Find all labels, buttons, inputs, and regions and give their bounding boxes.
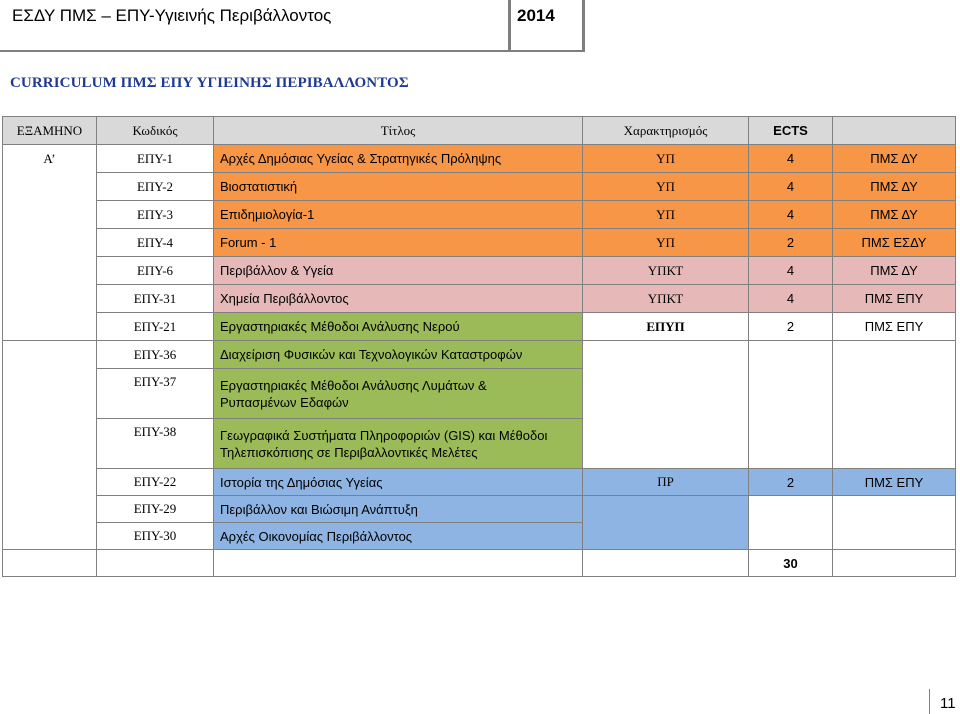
course-type: ΥΠ [583,229,749,257]
table-row [3,229,956,257]
header-title: ΕΣΔΥ ΠΜΣ – ΕΠΥ-Υγιεινής Περιβάλλοντος [12,6,332,25]
course-ects: 2 [749,229,833,257]
total-empty-cell [3,550,97,577]
course-title-line: Γεωγραφικά Συστήματα Πληροφοριών (GIS) και Μέθοδοι [220,427,548,443]
semester-cell-empty [3,341,97,550]
course-title: Περιβάλλον και Βιώσιμη Ανάπτυξη [214,496,583,523]
course-title: Forum - 1 [214,229,583,257]
course-title: Περιβάλλον & Υγεία [214,257,583,285]
page-number: 11 [940,695,956,712]
course-code: ΕΠΥ-31 [97,285,214,313]
course-type: ΠΡ [583,469,749,496]
total-empty-cell [97,550,214,577]
course-program: ΠΜΣ ΕΠΥ [833,469,956,496]
course-type: ΥΠΚΤ [583,285,749,313]
table-row [3,173,956,201]
course-code: ΕΠΥ-30 [97,523,214,550]
course-title [214,369,583,419]
course-code: ΕΠΥ-36 [97,341,214,369]
course-ects-empty [749,496,833,550]
course-title: Ιστορία της Δημόσιας Υγείας [214,469,583,496]
table-row [3,341,956,369]
header-title: Τίτλος [214,117,583,145]
table-row [3,201,956,229]
course-type: ΥΠΚΤ [583,257,749,285]
page-title: CURRICULUM ΠΜΣ ΕΠΥ ΥΓΙΕΙΝΗΣ ΠΕΡΙΒΑΛΛΟΝΤΟΣ [10,75,409,91]
course-code: ΕΠΥ-38 [97,419,214,469]
course-type: ΕΠΥΠ [583,313,749,341]
course-program: ΠΜΣ ΕΠΥ [833,285,956,313]
course-ects: 4 [749,257,833,285]
page-number-divider [929,689,930,714]
course-title: Εργαστηριακές Μέθοδοι Ανάλυσης Νερού [214,313,583,341]
course-program: ΠΜΣ ΔΥ [833,201,956,229]
table-row [3,469,956,496]
course-ects: 4 [749,173,833,201]
header-ects: ECTS [749,117,833,145]
course-type: ΥΠ [583,201,749,229]
course-title: Χημεία Περιβάλλοντος [214,285,583,313]
course-code: ΕΠΥ-1 [97,145,214,173]
table-row [3,257,956,285]
total-row [3,550,956,577]
course-title-line: Ρυπασμένων Εδαφών [220,394,349,410]
course-type-empty [583,496,749,550]
course-type: ΥΠ [583,145,749,173]
total-ects: 30 [749,550,833,577]
header-underline [0,50,585,52]
course-code: ΕΠΥ-6 [97,257,214,285]
header-year: 2014 [517,6,555,25]
curriculum-table [2,116,956,577]
table-header-row [3,117,956,145]
table-row [3,313,956,341]
course-program: ΠΜΣ ΔΥ [833,257,956,285]
course-ects: 4 [749,285,833,313]
course-program: ΠΜΣ ΔΥ [833,173,956,201]
course-title: Βιοστατιστική [214,173,583,201]
course-code: ΕΠΥ-29 [97,496,214,523]
course-type: ΥΠ [583,173,749,201]
slide-header [0,0,960,44]
course-ects-empty [749,341,833,469]
header-divider [582,0,585,52]
course-title-line: Εργαστηριακές Μέθοδοι Ανάλυσης Λυμάτων & [220,377,487,393]
semester-cell: Α’ [3,145,97,341]
table-row [3,496,956,523]
course-program-empty [833,496,956,550]
course-title: Αρχές Οικονομίας Περιβάλλοντος [214,523,583,550]
course-program: ΠΜΣ ΕΠΥ [833,313,956,341]
course-type-empty [583,341,749,469]
header-semester: ΕΞΑΜΗΝΟ [3,117,97,145]
course-program-empty [833,341,956,469]
course-title: Επιδημιολογία-1 [214,201,583,229]
course-code: ΕΠΥ-37 [97,369,214,419]
course-code: ΕΠΥ-3 [97,201,214,229]
header-type: Χαρακτηρισμός [583,117,749,145]
header-code: Κωδικός [97,117,214,145]
total-empty-cell [833,550,956,577]
course-title: Διαχείριση Φυσικών και Τεχνολογικών Καταστροφών [214,341,583,369]
course-ects: 2 [749,469,833,496]
course-ects: 4 [749,201,833,229]
course-ects: 4 [749,145,833,173]
total-empty-cell [583,550,749,577]
course-code: ΕΠΥ-4 [97,229,214,257]
course-program: ΠΜΣ ΕΣΔΥ [833,229,956,257]
course-code: ΕΠΥ-21 [97,313,214,341]
table-row [3,145,956,173]
course-title [214,419,583,469]
header-program [833,117,956,145]
total-empty-cell [214,550,583,577]
course-code: ΕΠΥ-22 [97,469,214,496]
course-code: ΕΠΥ-2 [97,173,214,201]
course-title: Αρχές Δημόσιας Υγείας & Στρατηγικές Πρόληψης [214,145,583,173]
course-program: ΠΜΣ ΔΥ [833,145,956,173]
course-ects: 2 [749,313,833,341]
course-title-line: Τηλεπισκόπισης σε Περιβαλλοντικές Μελέτες [220,444,478,460]
header-divider [508,0,511,52]
table-row [3,285,956,313]
